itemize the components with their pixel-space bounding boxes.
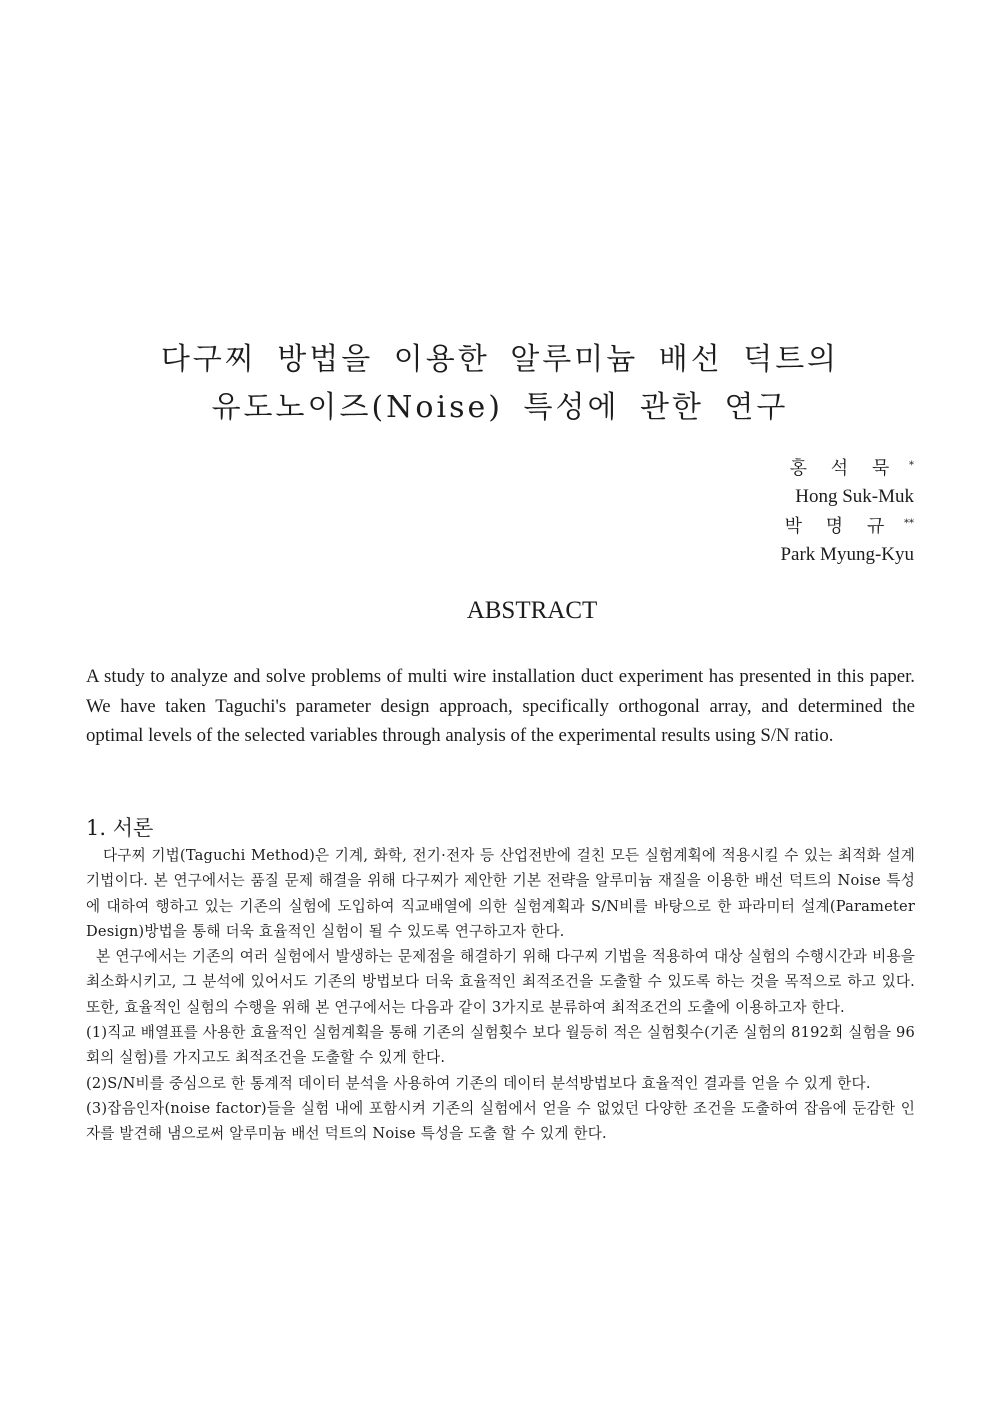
body-paragraph: (2)S/N비를 중심으로 한 통계적 데이터 분석을 사용하여 기존의 데이터 분석방법보다 효율적인 결과를 얻을 수 있게 한다. — [86, 1074, 871, 1092]
author-1-korean-name — [780, 452, 914, 483]
body-paragraph: (1)직교 배열표를 사용한 효율적인 실험계획을 통해 기존의 실험횟수 보다 월등히 적은 실험횟수(기존 실험의 8192회 실험을 96회의 실험)를 가지고도 최적조건을 도출할 수 있게 한다. — [86, 1024, 915, 1067]
paper-title-line-2: 유도노이즈(Noise) 특성에 관한 연구 — [211, 390, 789, 425]
author-1-affiliation-mark: * — [909, 460, 914, 471]
author-1-name-text: 홍 석 묵 — [789, 458, 899, 479]
body-paragraph: (3)잡음인자(noise factor)들을 실험 내에 포함시켜 기존의 실험에서 얻을 수 없었던 다양한 조건을 도출하여 잡음에 둔감한 인자를 발견해 냄으로써 알루미늄 배선 덕트의 Noise 특성을 도출 할 수 있게 한다. — [86, 1099, 915, 1143]
author-2-korean-name — [780, 510, 914, 541]
author-1-english-name: Hong Suk-Muk — [795, 485, 914, 507]
section-1-heading: 1. 서론 — [86, 816, 154, 840]
author-2-name-text: 박 명 규 — [784, 516, 894, 537]
author-2-affiliation-mark: ** — [904, 518, 914, 529]
body-paragraph: 다구찌 기법(Taguchi Method)은 기계, 화학, 전기·전자 등 산업전반에 걸친 모든 실험계획에 적용시킬 수 있는 최적화 설계 기법이다. 본 연구에서는 품질 문제 해결을 위해 다구찌가 제안한 기본 전략을 알루미늄 재질을 이용한 배선 덕트의 Noise 특성에 대하여 행하고 있는 기존의 실험에 도입하여 직교배열에 의한 실험계획과 S/N비를 바탕으로 한 파라미터 설계(Parameter Design)방법을 통해 더욱 효율적인 실험이 될 수 있도록 연구하고자 한다. — [86, 847, 916, 940]
paper-title-line-1: 다구찌 방법을 이용한 알루미늄 배선 덕트의 — [160, 342, 840, 377]
abstract-heading: ABSTRACT — [466, 597, 598, 624]
author-2-english-name: Park Myung-Kyu — [780, 543, 914, 565]
author-block — [780, 452, 914, 568]
section-1-body — [86, 843, 915, 1147]
abstract-text: A study to analyze and solve problems of multi wire installation duct experiment has presented in this paper. We have taken Taguchi's parameter design approach, specifically orthogonal array, and determined the optimal levels of the selected variables through analysis of the experimental results using S/N ratio. — [86, 666, 915, 747]
body-paragraph: 본 연구에서는 기존의 여러 실험에서 발생하는 문제점을 해결하기 위해 다구찌 기법을 적용하여 대상 실험의 수행시간과 비용을 최소화시키고, 그 분석에 있어서도 기존의 방법보다 더욱 효율적인 최적조건을 도출할 수 있도록 하는 것을 목적으로 하고 있다. 또한, 효율적인 실험의 수행을 위해 본 연구에서는 다음과 같이 3가지로 분류하여 최적조건의 도출에 이용하고자 한다. — [86, 948, 915, 1016]
